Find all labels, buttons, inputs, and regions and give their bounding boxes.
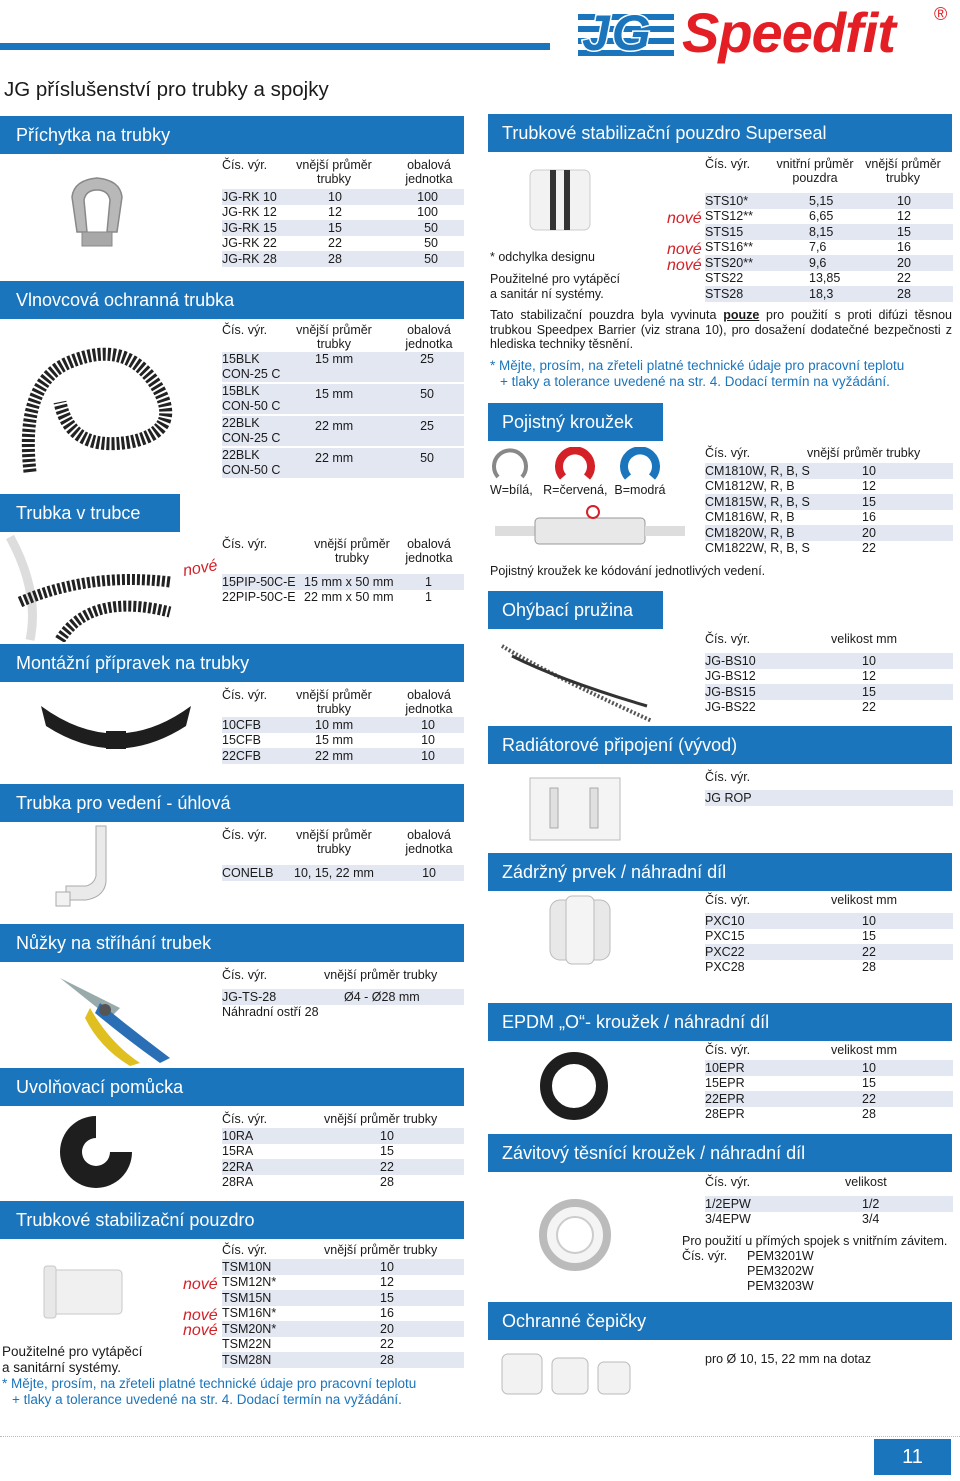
thread-ring-note: Pro použití u přímých spojek s vnitřním závitem. Čís. výr. PEM3201W PEM3202W PEM3203W <box>682 1234 948 1293</box>
table-row: 15EPR 15 <box>705 1076 953 1092</box>
table-row: TSM28N 28 <box>222 1352 464 1368</box>
caps-text: pro Ø 10, 15, 22 mm na dotaz <box>705 1352 872 1366</box>
table-row: 22EPR 22 <box>705 1091 953 1107</box>
table-row: 28EPR 28 <box>705 1107 953 1123</box>
pipe-clip-icon <box>52 172 142 252</box>
table-row: 3/4EPW 3/4 <box>705 1212 953 1228</box>
section-bar-caps <box>488 1302 952 1340</box>
superseal-use-note: Použitelné pro vytápěcí a sanitár ní systémy. <box>490 272 620 301</box>
insert-use-note: Použitelné pro vytápěcí a sanitární systémy. <box>2 1344 143 1375</box>
section-bar-epdm <box>488 1003 952 1041</box>
table-row: 22PIP-50C-E 22 mm x 50 mm 1 <box>222 590 464 606</box>
table-row: TSM22N 22 <box>222 1337 464 1353</box>
release-tool-title: Uvolňovací pomůcka <box>16 1076 184 1097</box>
table-row: STS20** 9,6 20 <box>705 255 953 271</box>
mounting-jig-icon <box>36 696 196 766</box>
page-number-box <box>874 1439 951 1475</box>
table-row: JG-RK 22 22 50 <box>222 236 464 252</box>
table-row: TSM15N 15 <box>222 1290 464 1306</box>
new-label: nové <box>183 1307 218 1324</box>
table-row: 15CFB 15 mm 10 <box>222 733 464 749</box>
table-row: JG-BS22 22 <box>705 700 953 716</box>
table-row: 15BLK CON-25 C 15 mm 25 <box>222 352 464 382</box>
angle-guide-icon <box>46 822 156 912</box>
new-label: nové <box>667 210 702 227</box>
page-title: JG příslušenství pro trubky a spojky <box>4 78 329 101</box>
release-tool-icon <box>46 1112 146 1192</box>
table-row: 15RA 15 <box>222 1144 464 1160</box>
pipe-clip-table <box>222 189 464 267</box>
thread-ring-table <box>705 1196 953 1227</box>
table-row: 15BLK CON-50 C 15 mm 50 <box>222 384 464 414</box>
epdm-title: EPDM „O“- kroužek / náhradní díl <box>502 1011 770 1032</box>
table-row: JG ROP <box>705 790 953 806</box>
pipe-cutter-icon <box>40 958 180 1068</box>
ring-legend: W=bílá, R=červená, B=modrá <box>490 483 666 497</box>
table-row: PXC10 10 <box>705 913 953 929</box>
bending-spring-title: Ohýbací pružina <box>502 599 634 620</box>
section-bar-cutter <box>0 924 464 962</box>
red-ring-icon <box>555 447 595 483</box>
caps-icon <box>492 1344 662 1414</box>
angle-guide-title: Trubka pro vedení - úhlová <box>16 792 231 813</box>
epdm-table <box>705 1060 953 1122</box>
table-row: STS15 8,15 15 <box>705 224 953 240</box>
angle-guide-table <box>222 865 464 881</box>
table-row: 15PIP-50C-E 15 mm x 50 mm 1 <box>222 574 464 590</box>
table-row: 1/2EPW 1/2 <box>705 1196 953 1212</box>
section-bar-release-tool <box>0 1068 464 1106</box>
table-row: PXC22 22 <box>705 944 953 960</box>
retainer-icon <box>540 890 630 970</box>
table-row: 22RA 22 <box>222 1159 464 1175</box>
superseal-footnote: * Mějte, prosím, na zřeteli platné technické údaje pro pracovní teplotu + tlaky a tolerance uvedené na str. 4. Dodací termín na vyžádání. <box>490 358 905 389</box>
section-bar-pipe-in-pipe <box>0 494 180 532</box>
blue-ring-icon <box>620 447 660 483</box>
insert-footnote: * Mějte, prosím, na zřeteli platné technické údaje pro pracovní teplotu + tlaky a tolerance uvedené na str. 4. Dodací termín na vyžádání. <box>2 1376 417 1407</box>
locking-ring-table <box>705 463 953 556</box>
radiator-table <box>705 790 953 806</box>
white-ring-icon <box>490 447 530 483</box>
section-bar-pipe-clip <box>0 116 464 154</box>
bending-spring-table <box>705 653 953 715</box>
new-label: nové <box>181 557 219 580</box>
section-bar-thread-ring <box>488 1134 952 1172</box>
brand-name: Speedfit <box>682 1 895 64</box>
pipe-clip-title: Příchytka na trubky <box>16 124 171 145</box>
cutter-table <box>222 989 464 1020</box>
locking-ring-caption: Pojistný kroužek ke kódování jednotlivých vedení. <box>490 564 766 578</box>
new-label: nové <box>667 257 702 274</box>
section-bar-angle-guide <box>0 784 464 822</box>
section-bar-mounting-jig <box>0 644 464 682</box>
insert-icon <box>40 1262 130 1322</box>
new-label: nové <box>183 1276 218 1293</box>
footer-rule <box>0 1436 960 1437</box>
table-row: TSM12N* 12 <box>222 1275 464 1291</box>
pipe-in-pipe-title: Trubka v trubce <box>16 502 141 523</box>
table-row: PXC15 15 <box>705 929 953 945</box>
section-bar-insert <box>0 1201 464 1239</box>
table-row: CM1820W, R, B 20 <box>705 525 953 541</box>
superseal-title: Trubkové stabilizační pouzdro Superseal <box>502 122 827 143</box>
table-row: 10CFB 10 mm 10 <box>222 717 464 733</box>
table-row: STS28 18,3 28 <box>705 286 953 302</box>
table-row: JG-RK 15 15 50 <box>222 220 464 236</box>
jg-logo-letters: JG <box>582 5 653 61</box>
superseal-description: Tato stabilizační pouzdra byla vyvinuta pouze pro použití s proti difúzi těsnou trubkou Speedpex Barrier (viz strana 10), pro dosažení dodatečné bezpečnosti z hlediska techniky těsnění. <box>490 308 952 351</box>
page-number: 11 <box>902 1445 923 1468</box>
table-row: TSM16N* 16 <box>222 1306 464 1322</box>
table-row: CM1816W, R, B 16 <box>705 510 953 526</box>
insert-title: Trubkové stabilizační pouzdro <box>16 1209 255 1230</box>
table-row: JG-RK 12 12 100 <box>222 205 464 221</box>
retainer-table <box>705 913 953 975</box>
locking-ring-title: Pojistný kroužek <box>502 411 634 432</box>
registered-mark: ® <box>934 4 948 24</box>
superseal-design-note: * odchylka designu <box>490 250 595 264</box>
section-bar-bending-spring <box>488 591 663 629</box>
table-row: CONELB 10, 15, 22 mm 10 <box>222 865 464 881</box>
table-row: JG-BS10 10 <box>705 653 953 669</box>
mounting-jig-table <box>222 717 464 764</box>
thread-ring-title: Závitový těsnící kroužek / náhradní díl <box>502 1142 806 1163</box>
table-row: JG-BS12 12 <box>705 669 953 685</box>
caps-title: Ochranné čepičky <box>502 1310 647 1331</box>
retainer-title: Zádržný prvek / náhradní díl <box>502 861 727 882</box>
table-row: JG-BS15 15 <box>705 684 953 700</box>
table-row: 10RA 10 <box>222 1128 464 1144</box>
thread-ring-icon <box>530 1190 620 1280</box>
table-row: 22BLK CON-50 C 22 mm 50 <box>222 448 464 478</box>
release-tool-table <box>222 1128 464 1190</box>
new-label: nové <box>183 1322 218 1339</box>
table-row: Náhradní ostří 28 <box>222 1005 464 1021</box>
table-row: PXC28 28 <box>705 960 953 976</box>
table-row: CM1810W, R, B, S 10 <box>705 463 953 479</box>
corrugated-title: Vlnovcová ochranná trubka <box>16 289 235 310</box>
pipe-in-pipe-icon <box>0 532 180 642</box>
table-row: STS16** 7,6 16 <box>705 240 953 256</box>
bending-spring-icon <box>492 636 662 726</box>
o-ring-icon <box>534 1046 614 1126</box>
pipe-in-pipe-table <box>222 574 464 605</box>
section-bar-radiator <box>488 726 952 764</box>
superseal-insert-icon <box>520 160 610 240</box>
radiator-title: Radiátorové připojení (vývod) <box>502 734 738 755</box>
table-row: STS22 13,85 22 <box>705 271 953 287</box>
table-row: JG-RK 28 28 50 <box>222 251 464 267</box>
radiator-header: Čís. výr. <box>705 770 751 784</box>
table-row: 10EPR 10 <box>705 1060 953 1076</box>
table-row: STS12** 6,65 12 <box>705 209 953 225</box>
section-bar-locking-ring <box>488 403 663 441</box>
mounting-jig-title: Montážní přípravek na trubky <box>16 652 250 673</box>
table-row: TSM10N 10 <box>222 1259 464 1275</box>
table-row: 22CFB 22 mm 10 <box>222 748 464 764</box>
table-row: 22BLK CON-25 C 22 mm 25 <box>222 416 464 446</box>
header-rule <box>0 43 550 50</box>
fitting-with-ring-icon <box>495 500 685 550</box>
section-bar-retainer <box>488 853 952 891</box>
cutter-title: Nůžky na stříhání trubek <box>16 932 212 953</box>
section-bar-corrugated <box>0 281 464 319</box>
table-row: CM1812W, R, B 12 <box>705 479 953 495</box>
table-row: JG-RK 10 10 100 <box>222 189 464 205</box>
section-bar-superseal <box>488 114 952 152</box>
radiator-outlet-icon <box>520 768 640 848</box>
table-row: JG-TS-28 Ø4 - Ø28 mm <box>222 989 464 1005</box>
table-row: TSM20N* 20 <box>222 1321 464 1337</box>
brand-logo <box>578 2 958 64</box>
insert-table <box>222 1259 464 1368</box>
corrugated-table <box>222 352 464 478</box>
table-row: CM1822W, R, B, S 22 <box>705 541 953 557</box>
corrugated-pipe-icon <box>10 322 190 492</box>
table-row: 28RA 28 <box>222 1175 464 1191</box>
new-label: nové <box>667 241 702 258</box>
superseal-table <box>705 193 953 302</box>
table-row: CM1815W, R, B, S 15 <box>705 494 953 510</box>
table-row: STS10* 5,15 10 <box>705 193 953 209</box>
